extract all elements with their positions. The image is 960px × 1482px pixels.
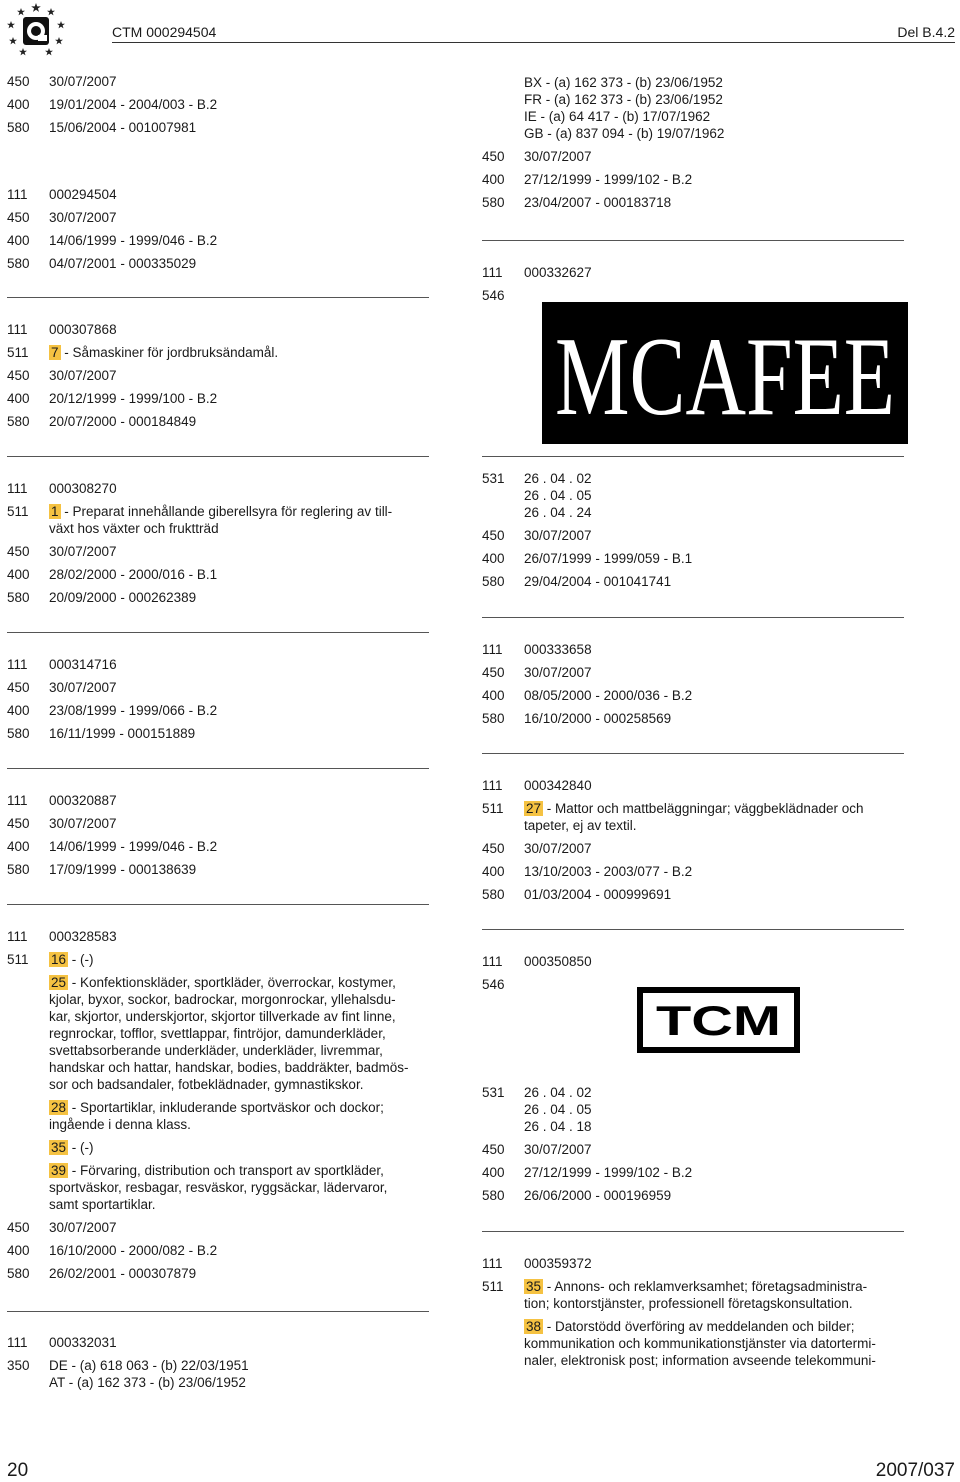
field-row (482, 1141, 904, 1158)
entry-divider (7, 904, 429, 905)
entry-block (482, 777, 904, 909)
field-row (7, 367, 429, 384)
field-value: 000314716 (49, 657, 117, 672)
field-code: 111 (7, 929, 28, 944)
field-code: 400 (482, 688, 505, 703)
field-row (7, 1334, 429, 1351)
field-value: 13/10/2003 - 2003/077 - B.2 (524, 864, 693, 879)
field-row (482, 1164, 904, 1181)
field-row (482, 148, 904, 165)
field-row (482, 840, 904, 857)
field-code: 111 (482, 1256, 503, 1271)
field-row (7, 1099, 429, 1133)
entry-divider (7, 1311, 429, 1312)
field-row (7, 1357, 429, 1391)
class-number-badge: 28 (51, 1100, 67, 1115)
field-code: 450 (7, 368, 30, 383)
field-row (482, 800, 904, 834)
entry-divider (482, 753, 904, 754)
mcafee-wordmark: MCAFEE (555, 315, 895, 439)
entry-divider (7, 632, 429, 633)
field-row (7, 861, 429, 878)
field-code: 111 (7, 322, 28, 337)
field-row (7, 679, 429, 696)
field-row (7, 119, 429, 136)
field-value: 28/02/2000 - 2000/016 - B.1 (49, 567, 218, 582)
field-code: 450 (7, 210, 30, 225)
field-value: 000308270 (49, 481, 117, 496)
field-code: 400 (482, 172, 505, 187)
field-code (482, 1318, 524, 1369)
field-value: 26/06/2000 - 000196959 (524, 1188, 672, 1203)
field-value: 000320887 (49, 793, 117, 808)
field-value: 35 - (-) (51, 1140, 94, 1155)
field-value: 30/07/2007 (49, 1220, 117, 1235)
field-code: 111 (7, 793, 28, 808)
field-code: 450 (482, 1142, 505, 1157)
entry-divider (7, 297, 429, 298)
field-code: 450 (7, 1220, 30, 1235)
field-code: 450 (7, 74, 30, 89)
field-value: 16/10/2000 - 000258569 (524, 711, 672, 726)
class-number-badge: 39 (51, 1163, 67, 1178)
field-value: 26 . 04 . 02 26 . 04 . 05 26 . 04 . 24 (524, 471, 592, 520)
field-value: 000333658 (524, 642, 592, 657)
field-row (482, 1255, 904, 1272)
field-value: DE - (a) 618 063 - (b) 22/03/1951 AT - (a) 162 373 - (b) 23/06/1952 (49, 1358, 249, 1390)
field-code: 400 (7, 233, 30, 248)
field-row (482, 710, 904, 727)
field-code: 580 (7, 590, 30, 605)
tcm-wordmark: TCM (656, 997, 781, 1044)
field-row (482, 886, 904, 903)
field-code (7, 1139, 49, 1156)
field-code (482, 74, 524, 142)
class-number-badge: 1 (51, 504, 59, 519)
field-value: 35 - Annons- och reklamverksamhet; företagsadministra- tion; kontorstjänster, professionell företagskonsultation. (524, 1279, 868, 1311)
field-row (7, 566, 429, 583)
field-code: 511 (7, 345, 29, 360)
field-code: 450 (482, 528, 505, 543)
field-code: 111 (7, 657, 28, 672)
field-row (7, 503, 429, 537)
entry-divider (482, 1231, 904, 1232)
field-code: 400 (7, 703, 30, 718)
field-code: 350 (7, 1358, 30, 1373)
field-code: 400 (7, 391, 30, 406)
class-number-badge: 38 (526, 1319, 542, 1334)
field-value: 27 - Mattor och mattbeläggningar; väggbeklädnader och tapeter, ej av textil. (524, 801, 864, 833)
class-number-badge: 27 (526, 801, 542, 816)
field-value: 000342840 (524, 778, 592, 793)
field-value: 15/06/2004 - 001007981 (49, 120, 197, 135)
field-row (482, 171, 904, 188)
field-row (482, 953, 904, 970)
field-code (7, 974, 49, 1093)
field-code: 111 (482, 265, 503, 280)
field-value: 30/07/2007 (524, 528, 592, 543)
field-code: 400 (7, 1243, 30, 1258)
field-row (482, 194, 904, 211)
field-row (7, 232, 429, 249)
field-code: 511 (482, 1279, 504, 1294)
field-code: 546 (482, 288, 505, 303)
field-value: BX - (a) 162 373 - (b) 23/06/1952 FR - (a) 162 373 - (b) 23/06/1952 IE - (a) 64 417 - (b) 17/07/1962 GB - (a) 837 094 - (b) 19/07/1962 (524, 75, 725, 141)
ohim-logo (5, 2, 67, 58)
entry-block (7, 1334, 429, 1397)
entry-divider (482, 617, 904, 618)
field-value: 30/07/2007 (49, 544, 117, 559)
field-value: 30/07/2007 (524, 665, 592, 680)
field-value: 14/06/1999 - 1999/046 - B.2 (49, 839, 218, 854)
field-row (482, 777, 904, 794)
field-row (482, 550, 904, 567)
field-value: 30/07/2007 (49, 680, 117, 695)
field-row (7, 656, 429, 673)
entry-block (7, 73, 429, 142)
field-code: 400 (7, 97, 30, 112)
field-row (482, 74, 904, 142)
field-code: 580 (7, 414, 30, 429)
field-row (7, 413, 429, 430)
field-code: 400 (7, 567, 30, 582)
field-value: 000350850 (524, 954, 592, 969)
field-code: 531 (482, 471, 505, 486)
field-row (7, 589, 429, 606)
bulletin-issue: 2007/037 (875, 1460, 955, 1481)
field-code: 400 (482, 551, 505, 566)
page-number: 20 (7, 1460, 29, 1481)
field-code: 450 (482, 149, 505, 164)
class-number-badge: 25 (51, 975, 67, 990)
field-code: 511 (7, 504, 29, 519)
field-value: 25 - Konfektionskläder, sportkläder, överrockar, kostymer, kjolar, byxor, sockor, badrockar, morgonrockar, yllehalsdu- kar, skjortor, underskjortor, skjortor tillverkade av fint linne, regnrockar, tofflor, svettlappar, fintröjor, damunderkläder, svettabsorberande underkläder, underkläder, livremmar, handskar och hattar, handskar, bodies, baddräkter, badmös- sor och badsandaler, fotbeklädnader, gymnastikskor. (49, 975, 409, 1092)
field-code: 580 (7, 256, 30, 271)
entry-block (482, 74, 904, 217)
field-row (7, 1265, 429, 1282)
field-row (482, 264, 904, 281)
field-value: 000332627 (524, 265, 592, 280)
field-value: 04/07/2001 - 000335029 (49, 256, 197, 271)
field-value: 23/08/1999 - 1999/066 - B.2 (49, 703, 218, 718)
entry-block (7, 792, 429, 884)
field-value: 20/12/1999 - 1999/100 - B.2 (49, 391, 218, 406)
field-row (7, 1242, 429, 1259)
field-value: 30/07/2007 (49, 368, 117, 383)
field-code: 111 (482, 778, 503, 793)
field-code: 580 (482, 711, 505, 726)
tcm-trademark-image (637, 987, 800, 1053)
field-value: 30/07/2007 (524, 841, 592, 856)
field-row (482, 1318, 904, 1369)
field-row (482, 687, 904, 704)
entry-block (7, 321, 429, 436)
class-number-badge: 35 (526, 1279, 542, 1294)
field-row (7, 209, 429, 226)
field-code: 111 (482, 642, 503, 657)
field-row (7, 928, 429, 945)
field-row (482, 863, 904, 880)
field-code: 450 (7, 680, 30, 695)
field-row (7, 792, 429, 809)
field-value: 30/07/2007 (524, 149, 592, 164)
field-row (482, 1084, 904, 1135)
field-value: 38 - Datorstödd överföring av meddelanden och bilder; kommunikation och kommunikationstjänster via datortermi- naler, elektronisk post; information avseende telekommuni- (524, 1319, 876, 1368)
field-code: 450 (482, 665, 505, 680)
entry-block (482, 641, 904, 733)
header-code: CTM 000294504 (112, 24, 217, 40)
class-number-badge: 16 (51, 952, 67, 967)
field-row (7, 321, 429, 338)
field-code (7, 1099, 49, 1133)
field-row (482, 470, 904, 521)
field-code: 580 (482, 574, 505, 589)
field-value: 27/12/1999 - 1999/102 - B.2 (524, 1165, 693, 1180)
field-code: 531 (482, 1085, 505, 1100)
entry-block (7, 480, 429, 612)
field-code: 580 (482, 195, 505, 210)
field-value: 29/04/2004 - 001041741 (524, 574, 672, 589)
entry-divider (482, 240, 904, 241)
entry-divider (482, 456, 904, 457)
field-value: 26 . 04 . 02 26 . 04 . 05 26 . 04 . 18 (524, 1085, 592, 1134)
field-row (482, 664, 904, 681)
field-code: 580 (7, 1266, 30, 1281)
field-value: 7 - Såmaskiner för jordbruksändamål. (51, 345, 279, 360)
entry-block (7, 928, 429, 1288)
field-value: 30/07/2007 (524, 1142, 592, 1157)
page-header (0, 0, 960, 60)
field-row (482, 573, 904, 590)
field-code: 580 (7, 120, 30, 135)
field-row (7, 974, 429, 1093)
field-value: 01/03/2004 - 000999691 (524, 887, 672, 902)
field-code: 111 (482, 954, 503, 969)
header-rule (112, 42, 955, 43)
field-code: 400 (7, 839, 30, 854)
field-value: 19/01/2004 - 2004/003 - B.2 (49, 97, 218, 112)
field-code: 580 (482, 887, 505, 902)
field-code: 111 (7, 481, 28, 496)
field-row (482, 1278, 904, 1312)
field-row (7, 344, 429, 361)
field-code (7, 1162, 49, 1213)
field-code: 580 (7, 726, 30, 741)
field-code: 580 (482, 1188, 505, 1203)
field-value: 30/07/2007 (49, 816, 117, 831)
field-row (7, 1219, 429, 1236)
field-value: 30/07/2007 (49, 74, 117, 89)
field-row (482, 1187, 904, 1204)
field-value: 000307868 (49, 322, 117, 337)
field-code: 111 (7, 1335, 28, 1350)
field-value: 000328583 (49, 929, 117, 944)
header-section: Del B.4.2 (897, 24, 955, 40)
field-value: 16 - (-) (51, 952, 94, 967)
field-row (7, 702, 429, 719)
field-row (7, 543, 429, 560)
field-row (7, 951, 429, 968)
field-row (7, 1139, 429, 1156)
field-code: 400 (482, 1165, 505, 1180)
field-code: 450 (7, 544, 30, 559)
field-value: 20/09/2000 - 000262389 (49, 590, 197, 605)
field-value: 000359372 (524, 1256, 592, 1271)
field-row (482, 641, 904, 658)
field-code: 511 (7, 952, 29, 967)
field-value: 1 - Preparat innehållande giberellsyra för reglering av till- växt hos växter och fruktträd (49, 504, 393, 536)
entry-block (482, 1084, 904, 1210)
entry-block (7, 656, 429, 748)
field-value: 28 - Sportartiklar, inkluderande sportväskor och dockor; ingående i denna klass. (49, 1100, 384, 1132)
field-value: 20/07/2000 - 000184849 (49, 414, 197, 429)
field-code: 580 (7, 862, 30, 877)
field-value: 39 - Förvaring, distribution och transport av sportkläder, sportväskor, resbagar, resväskor, ryggsäckar, lädervaror, samt sportartiklar. (49, 1163, 388, 1212)
entry-divider (7, 768, 429, 769)
field-row (7, 96, 429, 113)
entry-divider (7, 456, 429, 457)
field-row (7, 73, 429, 90)
class-number-badge: 35 (51, 1140, 67, 1155)
field-row (7, 838, 429, 855)
field-code: 111 (7, 187, 28, 202)
entry-block (482, 470, 904, 596)
field-value: 17/09/1999 - 000138639 (49, 862, 197, 877)
field-value: 26/07/1999 - 1999/059 - B.1 (524, 551, 693, 566)
field-row (7, 815, 429, 832)
field-code: 400 (482, 864, 505, 879)
field-value: 30/07/2007 (49, 210, 117, 225)
mcafee-trademark-image (542, 302, 908, 444)
entry-block (7, 186, 429, 278)
field-value: 23/04/2007 - 000183718 (524, 195, 672, 210)
field-row (7, 480, 429, 497)
field-value: 16/10/2000 - 2000/082 - B.2 (49, 1243, 218, 1258)
field-code: 450 (7, 816, 30, 831)
field-code: 450 (482, 841, 505, 856)
field-row (7, 186, 429, 203)
field-row (7, 725, 429, 742)
field-value: 08/05/2000 - 2000/036 - B.2 (524, 688, 693, 703)
field-code: 511 (482, 801, 504, 816)
field-value: 000294504 (49, 187, 117, 202)
entry-divider (482, 929, 904, 930)
field-row (7, 390, 429, 407)
field-value: 14/06/1999 - 1999/046 - B.2 (49, 233, 218, 248)
field-value: 26/02/2001 - 000307879 (49, 1266, 197, 1281)
field-value: 16/11/1999 - 000151889 (49, 726, 196, 741)
field-value: 000332031 (49, 1335, 117, 1350)
field-value: 27/12/1999 - 1999/102 - B.2 (524, 172, 693, 187)
field-row (482, 527, 904, 544)
field-row (7, 1162, 429, 1213)
field-code: 546 (482, 977, 505, 992)
class-number-badge: 7 (51, 345, 59, 360)
field-row (7, 255, 429, 272)
entry-block (482, 1255, 904, 1375)
